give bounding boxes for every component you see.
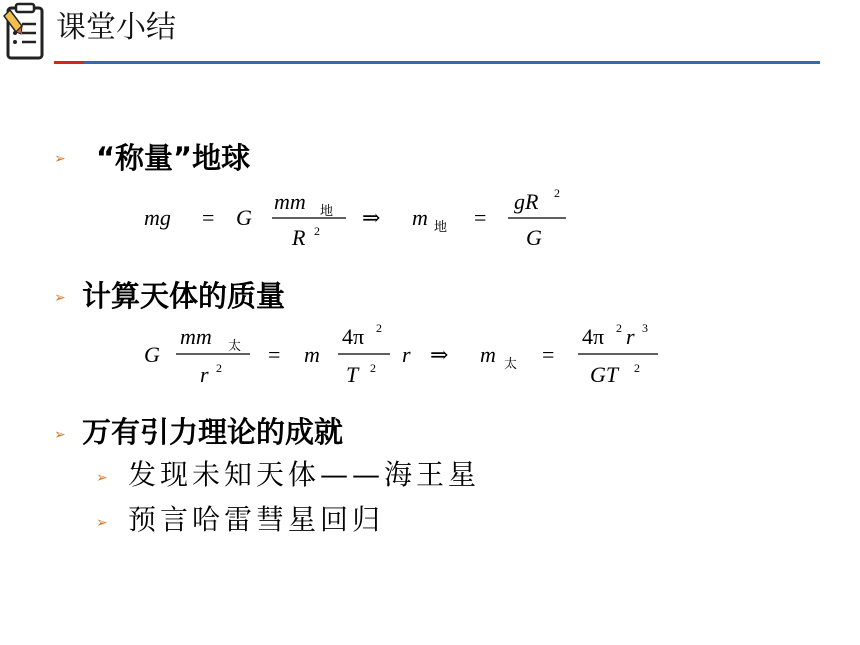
formula-m-2: m bbox=[480, 342, 496, 367]
formula-result-radius: r bbox=[626, 324, 635, 349]
page-title: 课堂小结 bbox=[56, 10, 176, 45]
formula-result-denominator: G bbox=[526, 225, 542, 250]
formula-equals-2: = bbox=[474, 205, 487, 230]
formula-equals: = bbox=[268, 342, 281, 367]
section-heading-weigh-earth: “称量”地球 bbox=[96, 141, 251, 175]
triangle-arrow-icon: ➢ bbox=[54, 290, 66, 306]
formula-period-exponent: 2 bbox=[370, 361, 376, 375]
formula-lhs: mg bbox=[144, 205, 171, 230]
title-underline bbox=[84, 61, 820, 64]
formula-four-pi: 4π bbox=[342, 324, 365, 349]
formula-m: m bbox=[304, 342, 320, 367]
formula-exponent: 2 bbox=[314, 224, 320, 238]
list-item: 发现未知天体——海王星 bbox=[128, 458, 481, 491]
formula-exponent: 2 bbox=[216, 361, 222, 375]
formula-subscript-sun: 太 bbox=[228, 339, 242, 354]
formula-sun-mass bbox=[140, 320, 680, 390]
triangle-arrow-icon: ➢ bbox=[96, 515, 108, 531]
formula-denominator: R bbox=[292, 225, 306, 250]
formula-result-radius-exponent: 3 bbox=[642, 321, 648, 335]
list-item: 预言哈雷彗星回归 bbox=[128, 503, 385, 536]
formula-period: T bbox=[346, 362, 359, 387]
implies-icon: ⇒ bbox=[362, 205, 381, 230]
formula-result-numerator: gR bbox=[514, 189, 539, 214]
formula-result-denominator-exponent: 2 bbox=[634, 361, 640, 375]
formula-numerator: mm bbox=[180, 324, 212, 349]
formula-result-pi-exponent: 2 bbox=[616, 321, 622, 335]
formula-subscript-earth: 地 bbox=[320, 204, 334, 219]
implies-icon: ⇒ bbox=[430, 342, 449, 367]
formula-result-four-pi: 4π bbox=[582, 324, 605, 349]
triangle-arrow-icon: ➢ bbox=[54, 151, 66, 167]
formula-radius: r bbox=[402, 342, 411, 367]
formula-result-exponent: 2 bbox=[554, 186, 560, 200]
formula-result-denominator: GT bbox=[590, 362, 619, 387]
triangle-arrow-icon: ➢ bbox=[54, 427, 66, 443]
section-heading-achievements: 万有引力理论的成就 bbox=[82, 415, 344, 449]
formula-G: G bbox=[236, 205, 252, 230]
formula-equals: = bbox=[202, 205, 215, 230]
formula-subscript-earth-2: 地 bbox=[434, 220, 448, 235]
formula-equals-2: = bbox=[542, 342, 555, 367]
formula-earth-mass bbox=[140, 183, 660, 253]
title-underline-accent bbox=[54, 61, 84, 64]
formula-G: G bbox=[144, 342, 160, 367]
triangle-arrow-icon: ➢ bbox=[96, 470, 108, 486]
formula-m: m bbox=[412, 205, 428, 230]
checklist-pencil-icon bbox=[2, 2, 50, 62]
formula-pi-exponent: 2 bbox=[376, 321, 382, 335]
formula-numerator: mm bbox=[274, 189, 306, 214]
formula-subscript-sun-2: 太 bbox=[504, 357, 518, 372]
formula-denominator: r bbox=[200, 362, 209, 387]
section-heading-celestial-mass: 计算天体的质量 bbox=[82, 279, 286, 313]
